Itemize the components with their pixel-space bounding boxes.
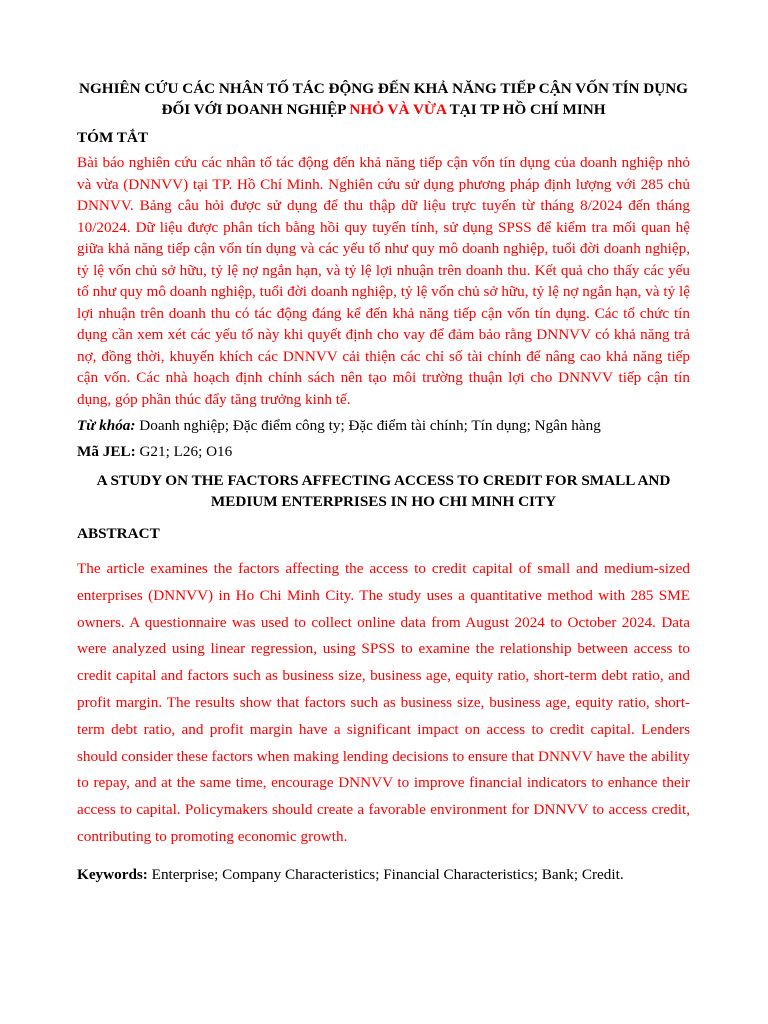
vietnamese-keywords: [77, 416, 690, 436]
english-abstract: The article examines the factors affecting the access to credit capital of small and medium-sized enterprises (DNNVV) in Ho Chi Minh City. The study uses a quantitative method with 285 SME owners. A questionnaire was used to collect online data from August 2024 to October 2024. Data were analyzed using linear regression, using SPSS to examine the relationship between access to credit capital and factors such as business size, business age, equity ratio, short-term debt ratio, and profit margin. The results show that factors such as business size, business age, equity ratio, short-term debt ratio, and profit margin have a significant impact on access to credit capital. Lenders should consider these factors when making lending decisions to ensure that DNNVV have the ability to repay, and at the same time, encourage DNNVV to improve financial indicators to enhance their access to capital. Policymakers should create a favorable environment for DNNVV to access credit, contributing to promoting economic growth.: [77, 560, 690, 845]
jel-value: G21; L26; O16: [135, 443, 233, 460]
english-keywords-value: Enterprise; Company Characteristics; Financial Characteristics; Bank; Credit.: [147, 865, 624, 883]
english-keywords-label: Keywords:: [77, 865, 148, 883]
english-keywords: [77, 865, 690, 885]
vietnamese-title-part2: TẠI TP HỒ CHÍ MINH: [446, 101, 606, 118]
vietnamese-title-highlight: NHỎ VÀ VỪA: [349, 101, 447, 118]
jel-label: Mã JEL:: [77, 443, 136, 460]
vietnamese-keywords-value: Doanh nghiệp; Đặc điểm công ty; Đặc điểm tài chính; Tín dụng; Ngân hàng: [135, 417, 601, 434]
vietnamese-summary: Bài báo nghiên cứu các nhân tố tác động đến khả năng tiếp cận vốn tín dụng của doanh nghiệp nhỏ và vừa (DNNVV) tại TP. Hồ Chí Minh. Nghiên cứu sử dụng phương pháp định lượng với 285 chủ DNNVV. Bảng câu hỏi được sử dụng để thu thập dữ liệu trực tuyến từ tháng 8/2024 đến tháng 10/2024. Dữ liệu được phân tích bằng hồi quy tuyến tính, sử dụng SPSS để kiểm tra mối quan hệ giữa khả năng tiếp cận vốn tín dụng và các yếu tố như quy mô doanh nghiệp, tuổi đời doanh nghiệp, tỷ lệ vốn chủ sở hữu, tỷ lệ nợ ngắn hạn, và tỷ lệ lợi nhuận trên doanh thu. Kết quả cho thấy các yếu tố như quy mô doanh nghiệp, tuổi đời doanh nghiệp, tỷ lệ vốn chủ sở hữu, tỷ lệ nợ ngắn hạn, và tỷ lệ lợi nhuận trên doanh thu có tác động đáng kể đến khả năng tiếp cận vốn tín dụng. Các tổ chức tín dụng cần xem xét các yếu tố này khi quyết định cho vay để đảm bảo rằng DNNVV có khả năng trả nợ, đồng thời, khuyến khích các DNNVV cải thiện các chỉ số tài chính để nâng cao khả năng tiếp cận vốn. Các nhà hoạch định chính sách nên tạo môi trường thuận lợi cho DNNVV tiếp cận tín dụng, góp phần thúc đẩy tăng trưởng kinh tế.: [77, 154, 690, 408]
summary-heading: TÓM TẮT: [77, 129, 149, 146]
vietnamese-keywords-label: Từ khóa:: [77, 417, 136, 434]
vietnamese-title-part1: NGHIÊN CỨU CÁC NHÂN TỐ TÁC ĐỘNG ĐẾN KHẢ NĂNG TIẾP CẬN VỐN TÍN DỤNG ĐỐI VỚI DOANH NGHIỆP: [79, 80, 688, 118]
jel-codes: [77, 442, 690, 462]
vietnamese-title: [77, 78, 690, 120]
english-title: A STUDY ON THE FACTORS AFFECTING ACCESS TO CREDIT FOR SMALL AND MEDIUM ENTERPRISES IN HO CHI MINH CITY: [96, 472, 671, 510]
abstract-heading: ABSTRACT: [77, 525, 160, 542]
